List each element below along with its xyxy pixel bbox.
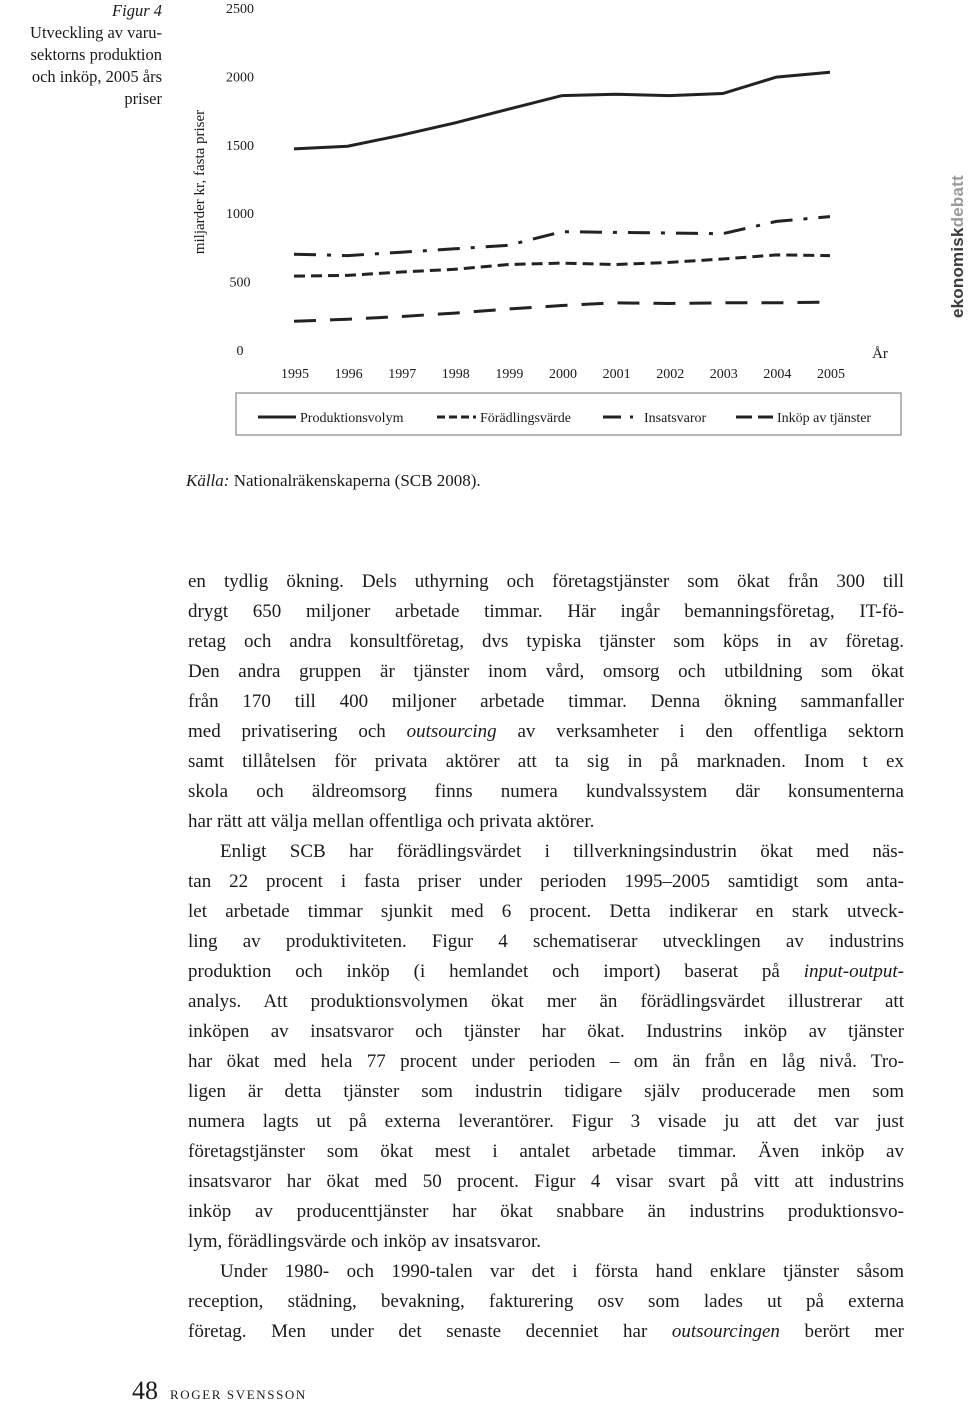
x-tick-label: 1999 — [495, 367, 524, 382]
text-line: samt tillåtelsen för privata aktörer att ta sig in på marknaden. Inom t ex — [188, 751, 904, 772]
caption-line: priser — [124, 89, 162, 108]
legend-label: Inköp av tjänster — [777, 411, 872, 426]
x-tick-label: 2000 — [549, 367, 577, 382]
x-tick-label: 1997 — [388, 367, 417, 382]
text-line: retag och andra konsultföretag, dvs typiska tjänster som köps in av företag. — [188, 631, 904, 652]
text-line: ling av produktiviteten. Figur 4 schematiserar utvecklingen av industrins — [188, 931, 904, 952]
text-run: av verksamheter i den offentliga sektorn — [496, 721, 904, 742]
text-line: inköpen av insatsvaror och tjänster har ökat. Industrins inköp av tjänster — [188, 1021, 904, 1042]
series-lines — [294, 72, 830, 321]
series-line-insatsvaror — [294, 217, 830, 256]
y-tick-label: 1000 — [226, 207, 254, 223]
text-line: Under 1980- och 1990-talen var det i första hand enklare tjänster såsom — [220, 1261, 904, 1282]
watermark-part: ekonomisk — [948, 227, 967, 318]
text-line — [188, 717, 904, 747]
y-axis-label: miljarder kr, fasta priser — [192, 109, 208, 255]
watermark-part: debatt — [948, 175, 967, 228]
text-line: har ökat med hela 77 procent under perioden – om än från en låg nivå. Tro- — [188, 1051, 904, 1072]
x-axis-label: År — [872, 346, 888, 362]
caption-line: och inköp, 2005 års — [31, 67, 162, 86]
text-line: från 170 till 400 miljoner arbetade timmar. Denna ökning sammanfaller — [188, 691, 904, 712]
text-line: analys. Att produktionsvolymen ökat mer än förädlingsvärdet illustrerar att — [188, 991, 904, 1012]
text-line — [188, 957, 904, 987]
x-tick-label: 1996 — [334, 367, 363, 382]
text-line: tan 22 procent i fasta priser under perioden 1995–2005 samtidigt som anta- — [188, 871, 904, 892]
x-tick-label: 2002 — [656, 367, 685, 382]
text-line: en tydlig ökning. Dels uthyrning och företagstjänster som ökat från 300 till — [188, 571, 904, 592]
body-text — [188, 567, 904, 1347]
y-tick-label: 2000 — [226, 70, 254, 86]
caption-line: Utveckling av varu- — [30, 23, 162, 42]
series-line-inkop-av-tjanster — [294, 302, 830, 321]
text-line: Den andra gruppen är tjänster inom vård, omsorg och utbildning som ökat — [188, 661, 904, 682]
caption-line: sektorns produktion — [30, 45, 162, 64]
text-run: företag. Men under det senaste decenniet har — [188, 1321, 672, 1342]
legend-label: Insatsvaror — [644, 411, 707, 426]
x-tick-label: 2001 — [602, 367, 631, 382]
series-line-produktionsvolym — [294, 72, 830, 149]
x-tick-label: 2004 — [763, 367, 792, 382]
x-tick-label: 2005 — [817, 367, 845, 382]
page-footer — [132, 1376, 307, 1406]
source-prefix: Källa: — [186, 471, 230, 490]
x-tick-labels — [281, 367, 845, 382]
x-tick-label: 1998 — [441, 367, 470, 382]
emphasis: outsourcing — [406, 721, 497, 742]
y-tick-label: 0 — [236, 344, 244, 359]
text-line: inköp av producenttjänster har ökat snabbare än industrins produktionsvo- — [188, 1201, 904, 1222]
text-line: företagstjänster som ökat mest i antalet arbetade timmar. Även inköp av — [188, 1141, 904, 1162]
page-number: 48 — [132, 1376, 158, 1405]
y-tick-label: 1500 — [226, 138, 254, 154]
text-line: ligen är detta tjänster som industrin tidigare själv producerade men som — [188, 1081, 904, 1102]
text-line: let arbetade timmar sjunkit med 6 procent. Detta indikerar en stark utveck- — [188, 901, 904, 922]
y-tick-label: 2500 — [226, 2, 254, 17]
y-tick-label: 500 — [229, 275, 251, 291]
figure-source — [186, 470, 481, 492]
series-line-foradlingsvarde — [294, 255, 830, 276]
text-line: numera lagts ut på externa leverantörer. Figur 3 visade ju att det var just — [188, 1111, 904, 1132]
text-line: lym, förädlingsvärde och inköp av insatsvaror. — [188, 1231, 542, 1252]
watermark-logo — [948, 175, 968, 318]
text-run: med privatisering och — [188, 721, 407, 742]
running-head: ROGER SVENSSON — [170, 1387, 307, 1402]
emphasis: input-output- — [803, 961, 904, 982]
line-chart — [0, 0, 960, 450]
text-line: har rätt att välja mellan offentliga och privata aktörer. — [188, 811, 595, 832]
text-run: berört mer — [779, 1321, 905, 1342]
text-line: insatsvaror har ökat med 50 procent. Figur 4 visar svart på vitt att industrins — [188, 1171, 904, 1192]
y-tick-labels — [226, 2, 254, 359]
x-tick-label: 2003 — [709, 367, 738, 382]
text-run: produktion och inköp (i hemlandet och import) baserat på — [188, 961, 804, 982]
text-line: reception, städning, bevakning, fakturering osv som lades ut på externa — [188, 1291, 904, 1312]
figure-number: Figur 4 — [112, 1, 162, 20]
source-text: Nationalräkenskaperna (SCB 2008). — [229, 471, 481, 490]
legend — [258, 411, 871, 426]
text-line: drygt 650 miljoner arbetade timmar. Här ingår bemanningsföretag, IT-fö- — [188, 601, 904, 622]
emphasis: outsourcingen — [671, 1321, 780, 1342]
legend-label: Förädlingsvärde — [480, 411, 571, 426]
text-line: Enligt SCB har förädlingsvärdet i tillverkningsindustrin ökat med näs- — [220, 841, 904, 862]
legend-label: Produktionsvolym — [300, 411, 404, 426]
text-line — [188, 1317, 904, 1347]
x-tick-label: 1995 — [281, 367, 309, 382]
text-line: skola och äldreomsorg finns numera kundvalssystem där konsumenterna — [188, 781, 904, 802]
